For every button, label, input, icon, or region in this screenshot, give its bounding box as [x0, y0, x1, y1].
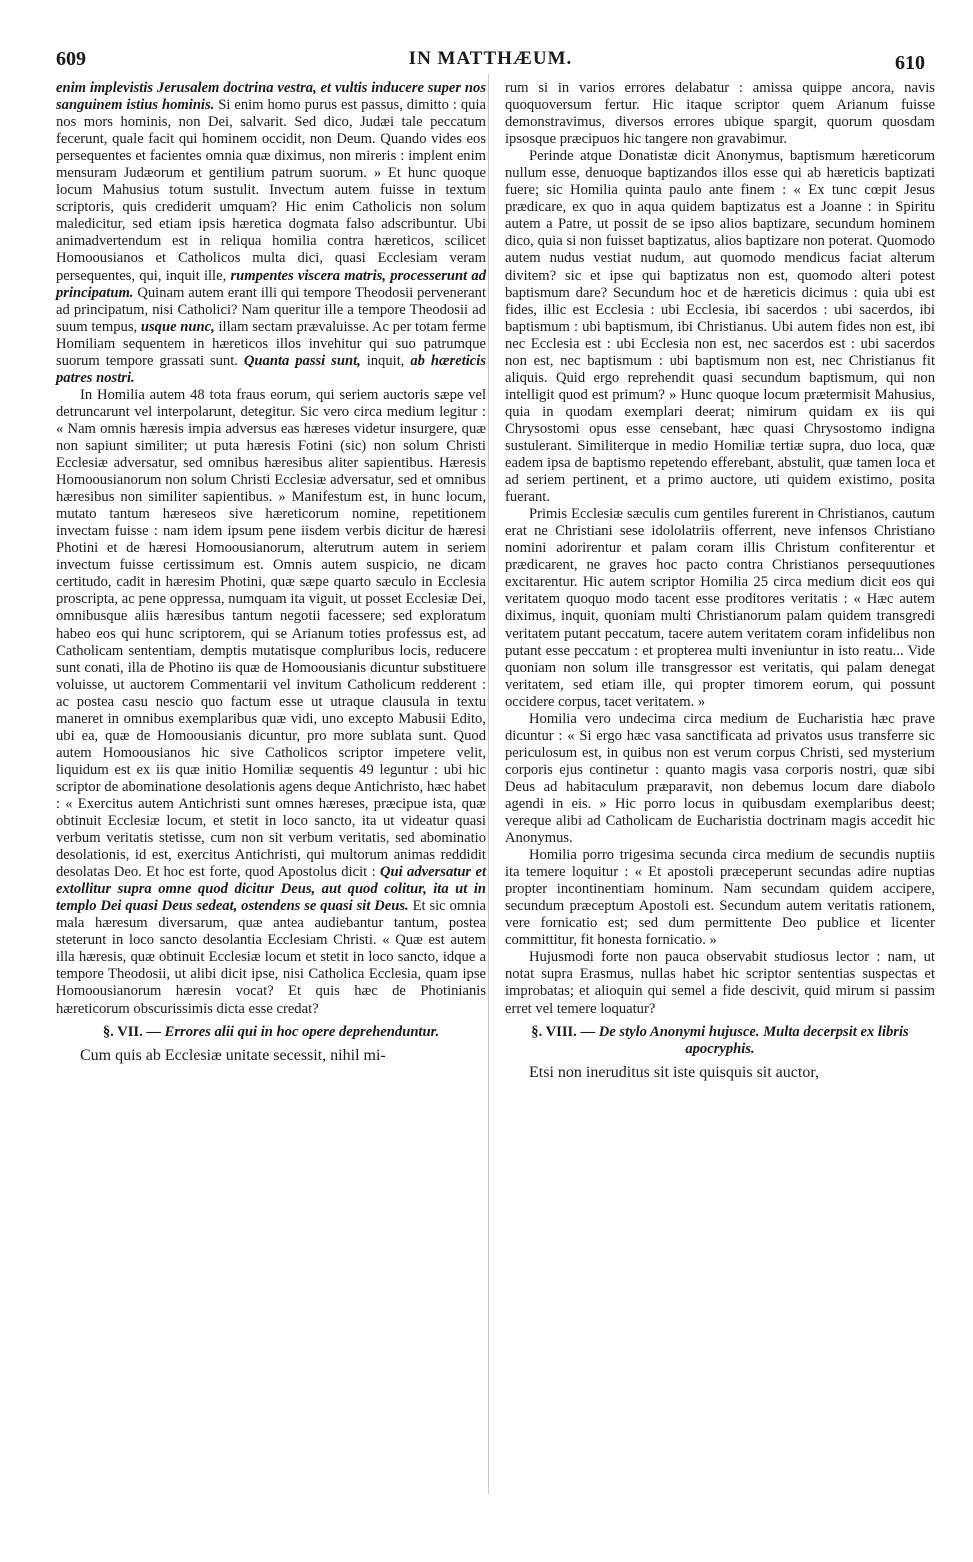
- body-text: Si enim homo purus est passus, dimitto : quia nos mors hominis, non Dei, salvarit. Sed dico, Judæi tale peccatum fecerunt, quale facit qui hominem occidit, non Deum. Quando vides eos persequentes et facientes omnia quæ diximus, non mireris : implent enim mensuram Judæorum et gentilium patrum suorum. » Et hunc quoque locum Mahusius totum sustulit. Invectum autem fuisse in textum scriptoris, quis crediderit umquam? Hic enim Catholicis non solum maledicitur, sed etiam ipsis hæretica dogmata falso adscribuntur. Ubi animadvertendum est in reliqua homilia contra hæreticos, scilicet Homoousianos et Catholicos multa dici, quasi Ecclesiam veram persequentes, qui, inquit ille,: [56, 97, 486, 284]
- right-paragraph-6: Hujusmodi forte non pauca observabit studiosus lector : nam, ut notat supra Erasmus, nullas habet hic scriptor sententias suspectas et improbatas; et alioquin qui semel a fide descivit, quid mirum si passim erret vel temere loquatur?: [505, 949, 935, 1017]
- right-paragraph-2: Perinde atque Donatistæ dicit Anonymus, baptismum hæreticorum nullum esse, denuoque baptizandos illos esse qui ab hæreticis baptizati fuere; sic Homilia quinta paulo ante finem : « Ex tunc cœpit Jesus prædicare, ex quo in aqua quidem baptizatus est a Joanne : in Spiritu autem a Patre, ut possit de se ipso alios baptizare, secundum hominem dico, quia si non fuisset baptizatus, alios baptizare non poterat. Quomodo autem nudus vestiat nudum, aut quomodo mendicus faciat alterum divitem? sic et ipse qui baptizatus non est, quomodo alteri potest baptismum dare? Secundum hoc et de hæreticis dicimus : quia ubi est fides, illic est Ecclesia : ubi Ecclesia, ibi sacerdos : ubi sacerdos, ibi baptismum : ubi baptismum, ibi Christianus. Ubi autem fides non est, ibi nec Ecclesia est : ubi Ecclesia non est, nec sacerdos est : ubi sacerdos non est, nec baptismum : ubi baptismum non est, nec Christianus fit aliquis. Quid ergo reprehendit quasi secundum baptismum, qui non intelligit quod est primum? » Hunc quoque locum prætermisit Mahusius, quia in quodam exemplari deerat; nimirum quidam ex iis qui Chrysostomi opus esse censebant, hæc quasi Chrysostomo indigna sustulerant. Similiterque in medio Homiliæ tertiæ supra, duo loca, quæ eadem ipsa de baptismo repetendo efferebant, abstulit, quæ tamen loca et ad seriem pertinent, et a primo auctore, uti quidem existimo, posita fuerant.: [505, 148, 935, 506]
- right-column: [505, 80, 935, 1081]
- section-heading-vii: [56, 1024, 486, 1041]
- quotation-italic: ab hæreticis patres nostri.: [56, 352, 487, 386]
- left-paragraph-2: [56, 387, 486, 1018]
- running-title: IN MATTHÆUM.: [408, 48, 573, 69]
- quotation-italic: Qui adversatur et extollitur supra omne quod dicitur Deus, aut quod colitur, ita ut in templo Dei quasi Deus sedeat, ostendens se quasi sit Deus.: [56, 864, 486, 915]
- page-number-right: 610: [895, 52, 925, 74]
- section-title: De stylo Anonymi hujusce. Multa decerpsit ex libris apocryphis.: [595, 1023, 909, 1057]
- left-paragraph-3: Cum quis ab Ecclesiæ unitate secessit, nihil mi-: [80, 1046, 386, 1064]
- quotation-italic: Quanta passi sunt,: [243, 352, 361, 369]
- right-paragraph-7: Etsi non ineruditus sit iste quisquis sit auctor,: [529, 1063, 820, 1081]
- right-paragraph-1: rum si in varios errores delabatur : amissa quippe ancora, navis quoquoversum fertur. Hic itaque scriptor quem Arianum fuisse demonstravimus, diversos errores ubique spargit, quorum quosdam ipsosque præcipuos hic tangere non gravabimur.: [505, 80, 935, 148]
- running-head: [56, 48, 925, 74]
- quotation-italic: usque nunc,: [140, 318, 215, 335]
- quotation-italic: enim implevistis Jerusalem doctrina vestra, et vultis inducere super nos sanguinem istius hominis.: [56, 80, 486, 114]
- section-number: §. VII. —: [102, 1023, 161, 1040]
- right-paragraph-4: Homilia vero undecima circa medium de Eucharistia hæc prave dicuntur : « Si ergo hæc vasa sanctificata ad privatos usus transferre sic periculosum est, in quibus non est verum corpus Christi, sed mysterium corporis ejus continetur : quanto magis vasa corporis nostri, quæ sibi Deus ad habitaculum præparavit, non debemus locum dare diabolo agendi in eis. » Hic porro locus in quibusdam exemplaribus deest; vereque alibi ad Catholicam de Eucharistia doctrinam magis accedit hic Anonymus.: [505, 710, 935, 847]
- page-number-left: 609: [56, 48, 86, 70]
- quotation-italic: rumpentes viscera matris, processerunt ad principatum.: [56, 267, 487, 301]
- section-number: §. VIII. —: [531, 1023, 596, 1040]
- section-heading-viii: [505, 1024, 935, 1058]
- right-paragraph-3: Primis Ecclesiæ sæculis cum gentiles furerent in Christianos, cautum erat ne Christiani sese idololatriis offerrent, neve infensos Christiano nomini adorirentur et palam coram illis Christum confiterentur et prædicarent, ne graves hoc pacto contra Christianos persequutiones excitarentur. Hic autem scriptor Homilia 25 circa medium dicit eos qui veritatem quoquo modo tacent esse proditores veritatis : « Hæc autem diximus, inquit, quoniam multi Christianorum palam quidem transgredi veritatem putant peccatum, tacere autem veritatem coram infidelibus non putant esse peccatum : et propterea multi inveniuntur in isto reatu... Vide quoniam non solum ille transgressor est veritatis, qui palam denegat veritatem, sed etiam ille, qui propter timorem eorum, qui possunt occidere corpus, tacet veritatem. »: [505, 506, 935, 710]
- body-text: Quinam autem erant illi qui tempore Theodosii pervenerant ad principatum, nisi Catholici? Nam queritur ille a tempore Theodosii ad suum tempus,: [56, 284, 486, 335]
- body-text: Et sic omnia mala hæresum diversarum, quæ antea audiebantur tantum, postea steterunt in loco sancto desolantia Ecclesiam Christi. « Quæ est autem illa hæresis, quæ obtinuit Ecclesiæ locum et stetit in loco sancto, idque a tempore Theodosii, ut alibi dicit ipse, nisi Catholica Ecclesia, quam ipse Homoousianorum hæresin vocat? Et quis hæc de Photinianis hæreticorum obscurissimis dicta esse credat?: [56, 898, 487, 1017]
- right-paragraph-5: Homilia porro trigesima secunda circa medium de secundis nuptiis ita temere loquitur : « Et apostoli præceperunt secundas adire nuptias propter incontinentiam hominum. Nam secundam quidem accipere, secundum præceptum Apostoli est. Secundum autem veritatis rationem, vere fornicatio est; sed dum permittente Deo publice et licenter committitur, fit honesta fornicatio. »: [505, 847, 935, 949]
- body-text: In Homilia autem 48 tota fraus eorum, qui seriem auctoris sæpe vel detruncarunt vel interpolarunt, detegitur. Sic vero circa medium legitur : « Nam omnis hæresis impia adversus eas hæreses videtur insurgere, quæ non sapiunt similiter; ut puta hæresis Fotini (sic) non solum Christi Ecclesiæ adversatur, sed omnibus hæresibus aliter sapientibus. Hæresis Homoousianorum non solum Christi Ecclesiæ adversatur, sed et omnibus hæresibus non similiter sapientibus. » Manifestum est, in hunc locum, mutato tantum hæreseos sive hæreticorum nomine, repetitionem invectam fuisse : nam idem ipsum pene iisdem verbis dicitur de hæresi Photini et de hæresi Homoousianorum, alterutrum autem in seriem invectum fuisse certissimum est. Omnis autem suspicio, ne dicam certitudo, cadit in hæresim Photini, quæ sæpe quarto sæculo in Ecclesia proscripta, ac pene oppressa, numquam ita viguit, ut posset Ecclesiæ Dei, omnibusque aliis hæresibus tantum negotii facessere; sed exploratum habeo eos qui hunc scriptorem, qui se Arianum toties professus est, ad Catholicam sententiam, demptis mutatisque compluribus locis, reducere sunt conati, illa de Photino iis quæ de Homoousianis dicuntur substituere voluisse, ut auctorem Commentarii vel invitum Catholicum redderent : ac postea casu nescio quo factum esse ut utraque clausula in textu maneret in omnibus exemplaribus quæ vidi, uno excepto Mabusii Edito, ubi ea, quæ de Homoousianis dicuntur, pro more sublata sunt. Quod autem Homoousianos hic sive Catholicos scriptor impetere velit, liquidum est ex iis quæ initio Homiliæ sequentis 49 leguntur : ubi hic scriptor de abominatione desolationis agens deque Antichristo, hæc habet : « Exercitus autem Antichristi sunt omnes hæreses, præcipue ista, quæ obtinuit Ecclesiæ locum, et stetit in loco sancto, ita ut videatur quasi verbum veritatis stetisse, cum non sit verbum veritatis, sed abominatio desolationis, id est, exercitus Antichristi, qui multorum animas reddidit desolatas Deo. Et hoc est forte, quod Apostolus dicit :: [56, 386, 486, 881]
- left-column: [56, 80, 486, 1064]
- section-title: Errores alii qui in hoc opere deprehenduntur.: [160, 1023, 440, 1040]
- body-text: inquit,: [360, 352, 405, 369]
- left-paragraph-1: [56, 80, 486, 387]
- body-text: illam sectam prævaluisse. Ac per totam ferme Homiliam sequentem in hæreticos illos invehitur qui suo patrumque suorum tempore grassati sunt.: [56, 318, 487, 369]
- column-divider: [488, 74, 489, 1494]
